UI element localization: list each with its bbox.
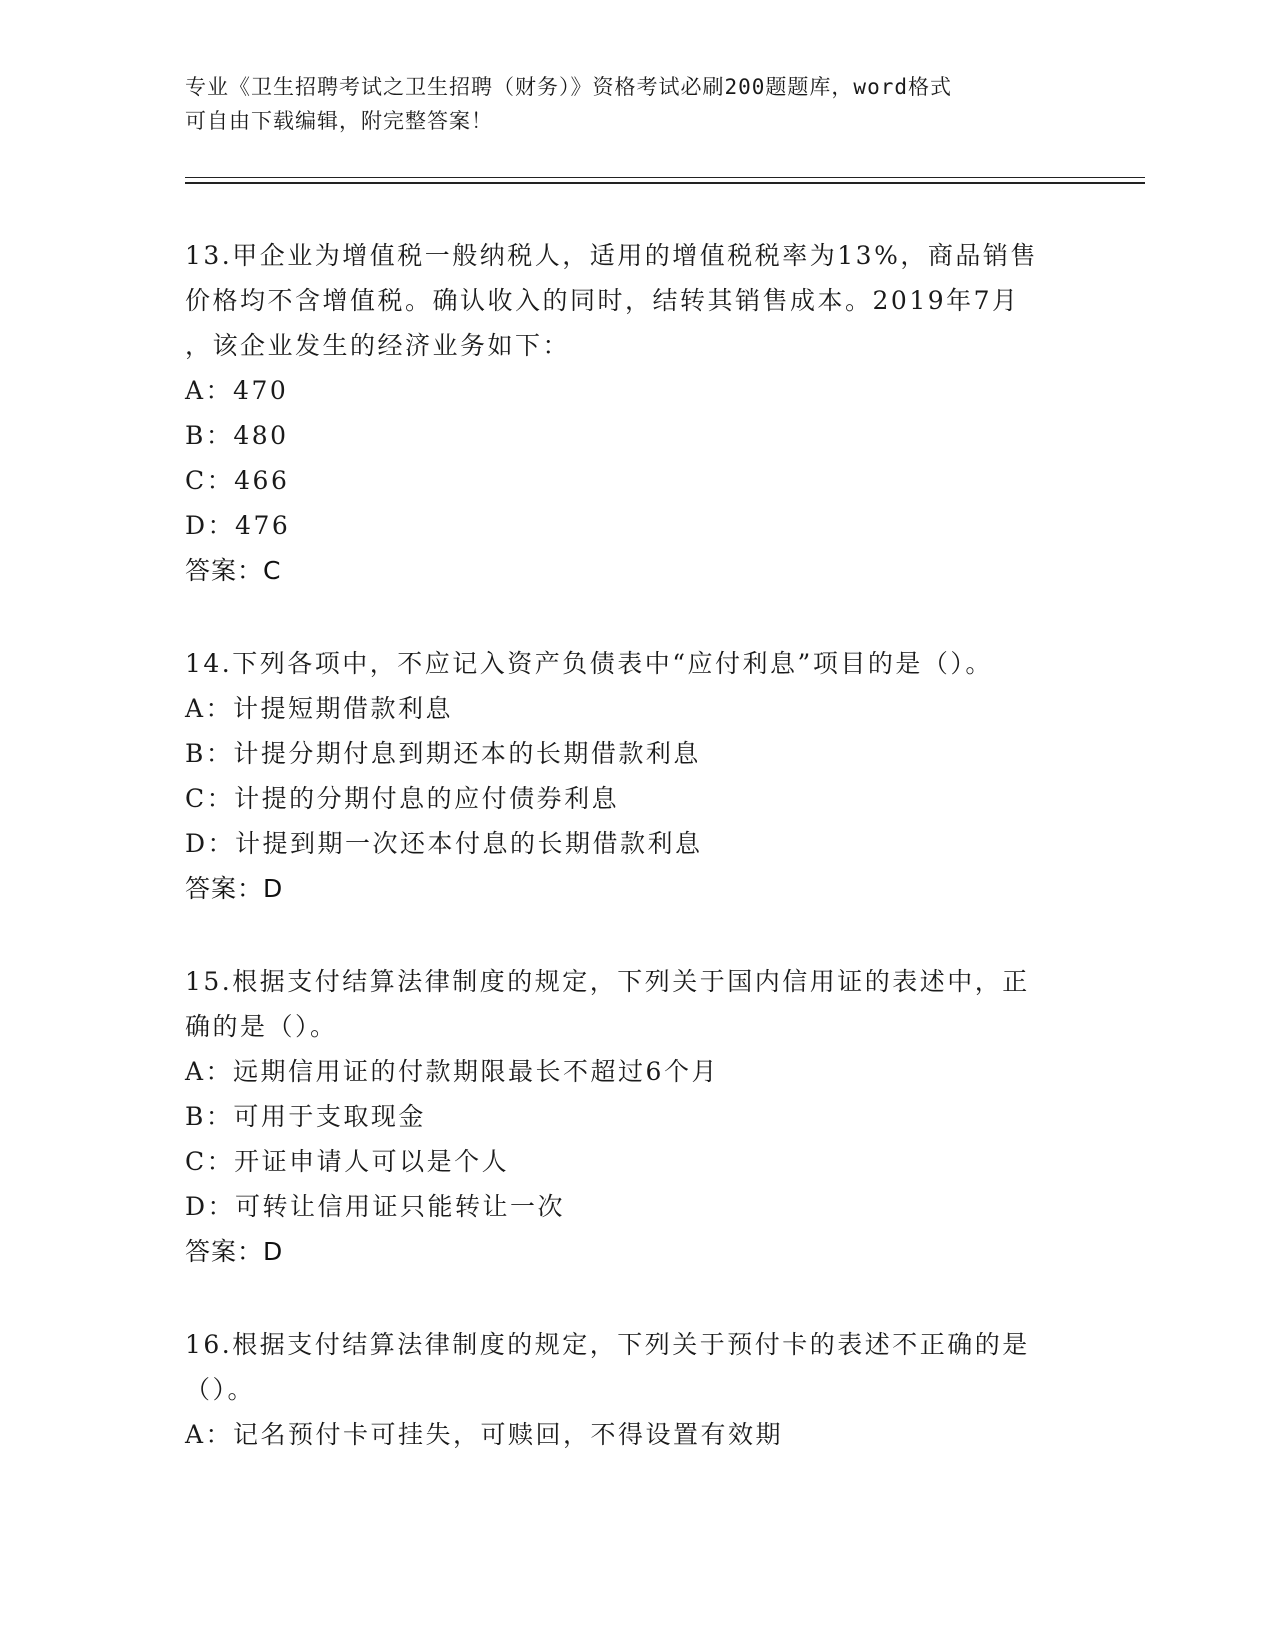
option-d: D：476 <box>185 511 291 540</box>
option-d: D：可转让信用证只能转让一次 <box>185 1192 566 1221</box>
option-b: B：计提分期付息到期还本的长期借款利息 <box>185 739 701 768</box>
option-c: C：466 <box>185 466 290 495</box>
question-stem-line: 15.根据支付结算法律制度的规定，下列关于国内信用证的表述中，正 <box>185 967 1030 996</box>
question-14 <box>185 641 1085 912</box>
option-a: A：计提短期借款利息 <box>185 694 454 723</box>
question-16 <box>185 1322 1085 1457</box>
option-a: A：记名预付卡可挂失，可赎回，不得设置有效期 <box>185 1420 784 1449</box>
question-15 <box>185 959 1085 1275</box>
header-divider-thick <box>185 182 1145 184</box>
header-divider-thin <box>185 177 1145 178</box>
question-stem-line: 16.根据支付结算法律制度的规定，下列关于预付卡的表述不正确的是 <box>185 1330 1030 1359</box>
option-b: B：可用于支取现金 <box>185 1102 426 1131</box>
header-line: 专业《卫生招聘考试之卫生招聘（财务）》资格考试必刷200题题库，word格式 <box>185 75 952 99</box>
question-stem-line: 确的是（）。 <box>185 1012 338 1041</box>
answer-line: 答案：C <box>185 556 282 585</box>
question-list <box>185 233 1085 1504</box>
answer-line: 答案：D <box>185 874 284 903</box>
option-d: D：计提到期一次还本付息的长期借款利息 <box>185 829 703 858</box>
document-header <box>185 70 1065 138</box>
answer-line: 答案：D <box>185 1237 284 1266</box>
question-stem-line: ，该企业发生的经济业务如下： <box>185 331 571 360</box>
option-b: B：480 <box>185 421 289 450</box>
question-13 <box>185 233 1085 594</box>
option-a: A：远期信用证的付款期限最长不超过6个月 <box>185 1057 719 1086</box>
header-line: 可自由下载编辑，附完整答案！ <box>185 109 493 133</box>
question-stem-line: 13.甲企业为增值税一般纳税人，适用的增值税税率为13%，商品销售 <box>185 241 1038 270</box>
option-a: A：470 <box>185 376 289 405</box>
question-stem-line: （）。 <box>185 1375 256 1404</box>
question-stem-line: 价格均不含增值税。确认收入的同时，结转其销售成本。2019年7月 <box>185 286 1020 315</box>
question-stem-line: 14.下列各项中，不应记入资产负债表中“应付利息”项目的是（）。 <box>185 649 993 678</box>
option-c: C：开证申请人可以是个人 <box>185 1147 510 1176</box>
option-c: C：计提的分期付息的应付债券利息 <box>185 784 620 813</box>
